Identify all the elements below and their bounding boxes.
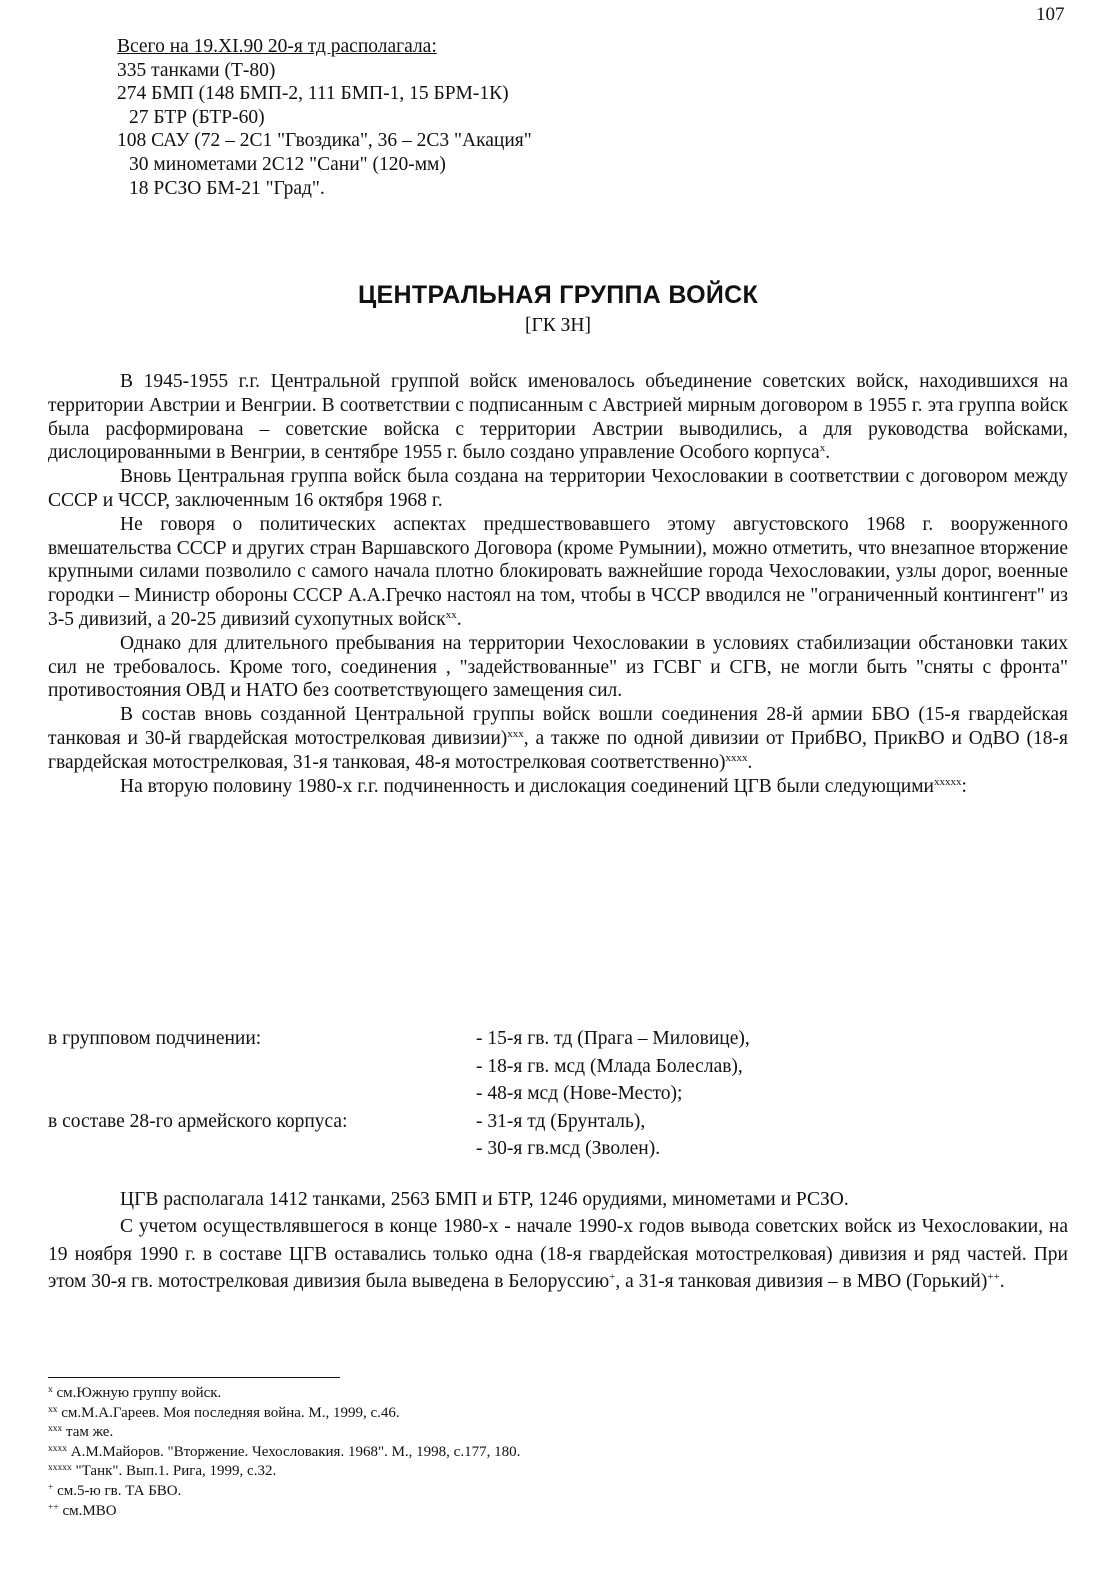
table-row [48,1025,1068,1053]
paragraph-text: С учетом осуществлявшегося в конце 1980-х - начале 1990-х годов вывода советских войск из Чехословакии, на 19 ноября 1990 г. в составе ЦГВ оставались только одна (18-я гвардейская мотострелковая) дивизия и ряд частей. При этом 30-я гв. мотострелковая дивизия была выведена в Белоруссию [48,1216,1068,1292]
footnote-ref: xxxx [725,751,748,764]
unit-entry: - 31-я тд (Брунталь), [476,1110,646,1132]
section-title: ЦЕНТРАЛЬНАЯ ГРУППА ВОЙСК [358,281,758,309]
inventory-line: 27 БТР (БТР-60) [129,106,265,128]
inventory-line: 30 минометами 2С12 "Сани" (120-мм) [129,153,446,175]
table-row [48,1135,1068,1163]
table-row [48,1080,1068,1108]
footnote-ref: xx [445,608,457,621]
paragraph-text: На вторую половину 1980-х г.г. подчиненность и дислокация соединений ЦГВ были следующими [120,775,934,797]
footnote-ref: xxx [507,727,524,740]
footnote-text: А.М.Майоров. "Вторжение. Чехословакия. 1968". М., 1998, с.177, 180. [67,1443,521,1460]
inventory-heading: Всего на 19.XI.90 20-я тд располагала: [117,36,437,57]
footnote-mark: x [48,1385,53,1395]
paragraph [48,370,1068,465]
section-subtitle: [ГК ЗН] [525,315,591,336]
group-label [48,1080,476,1108]
unit-entry: - 18-я гв. мсд (Млада Болеслав), [476,1055,743,1077]
group-label [48,1053,476,1081]
footnote-mark: xx [48,1404,58,1415]
unit-entry: - 30-я гв.мсд (Зволен). [476,1138,661,1159]
group-label: в составе 28-го армейского корпуса: [48,1110,348,1132]
inventory-line: 335 танками (Т-80) [117,59,276,81]
paragraph [48,1186,1068,1213]
footnote-mark: ++ [48,1502,59,1513]
summary-text [48,1186,1068,1295]
body-text [48,370,1068,798]
subordination-table [48,1025,1068,1163]
paragraph [48,465,1068,513]
footnote-mark: xxxx [48,1443,67,1454]
footnote-ref: ++ [987,1270,1000,1283]
paragraph [48,513,1068,632]
table-row [48,1053,1068,1081]
footnote-ref: x [819,442,826,455]
paragraph-text: . [456,608,462,630]
paragraph-text: . [825,442,831,464]
paragraph-text: . [747,751,753,773]
footnote [48,1423,520,1443]
inventory-line: 18 РСЗО БМ-21 "Град". [129,177,325,199]
paragraph-text: , а также по одной дивизии от ПрибВО, ПрикВО и ОдВО (18-я гвардейская мотострелковая, 31-я танковая, 48-я мотострелковая соответственно) [48,727,1068,773]
paragraph-text: В 1945-1955 г.г. Центральной группой войск именовалось объединение советских войск, находившихся на территории Австрии и Венгрии. В соответствии с подписанным с Австрией мирным договором в 1955 г. эта группа войск была расформирована – советские войска с территории Австрии выводились, а для руководства войсками, дислоцированными в Венгрии, в сентябре 1955 г. было создано управление Особого корпуса [48,371,1068,464]
page-number: 107 [1036,4,1065,25]
footnote [48,1404,520,1424]
unit-entry: - 15-я гв. тд (Прага – Миловице), [476,1028,750,1049]
paragraph-text: В состав вновь созданной Центральной группы войск вошли соединения 28-й армии БВО (15-я гвардейская танковая и 30-й гвардейская мотострелковая дивизии) [48,704,1068,749]
footnote-text: см.5-ю гв. ТА БВО. [53,1482,182,1499]
unit-entry: - 48-я мсд (Нове-Место); [476,1083,683,1104]
footnote-text: "Танк". Вып.1. Рига, 1999, с.32. [71,1463,277,1480]
paragraph [48,775,1068,799]
inventory-line: 274 БМП (148 БМП-2, 111 БМП-1, 15 БРМ-1К) [117,83,509,105]
paragraph [48,1213,1068,1295]
footnote-mark: xxx [48,1424,63,1435]
inventory-block [117,35,532,200]
inventory-line: 108 САУ (72 – 2С1 "Гвоздика", 36 – 2С3 "Акация" [117,130,532,152]
footnote-mark: + [48,1482,54,1493]
paragraph-text: Вновь Центральная группа войск была создана на территории Чехословакии в соответствии с договором между СССР и ЧССР, заключенным 16 октября 1968 г. [48,466,1068,511]
paragraph-text: ЦГВ располагала 1412 танками, 2563 БМП и БТР, 1246 орудиями, минометами и РСЗО. [120,1189,849,1210]
footnote-ref: + [609,1270,616,1283]
paragraph-text: Не говоря о политических аспектах предшествовавшего этому августовского 1968 г. вооруженного вмешательства СССР и других стран Варшавского Договора (кроме Румынии), можно отметить, что внезапное вторжение крупными силами позволило с самого начала плотно блокировать важнейшие города Чехословакии, узлы дорог, военные городки – Министр обороны СССР А.А.Гречко настоял на том, чтобы в ЧССР вводился не "ограниченный контингент" из 3-5 дивизий, а 20-25 дивизий сухопутных войск [48,513,1068,630]
footnote-text: см.МВО [58,1502,117,1519]
paragraph-text: Однако для длительного пребывания на территории Чехословакии в условиях стабилизации обстановки таких сил не требовалось. Кроме того, соединения , "задействованные" из ГСВГ и СГВ, не могли быть "сняты с фронта" противостояния ОВД и НАТО без соответствующего замещения сил. [48,632,1068,702]
footnote-text: см.Южную группу войск. [52,1385,222,1401]
paragraph-text: , а 31-я танковая дивизия – в МВО (Горький) [615,1270,988,1292]
footnote [48,1443,520,1463]
table-row [48,1108,1068,1136]
footnotes [48,1384,520,1521]
footnote-separator [48,1377,340,1378]
footnote-text: см.М.А.Гареев. Моя последняя война. М., 1999, с.46. [57,1404,400,1421]
group-label: в групповом подчинении: [48,1028,262,1049]
footnote [48,1384,520,1404]
paragraph [48,632,1068,703]
footnote-ref: xxxxx [934,775,962,788]
paragraph [48,703,1068,774]
footnote [48,1502,520,1522]
footnote-mark: xxxxx [48,1463,72,1474]
group-label [48,1135,476,1163]
paragraph-text: . [999,1270,1005,1292]
footnote-text: там же. [62,1424,114,1441]
footnote [48,1462,520,1482]
paragraph-text: : [961,775,967,797]
footnote [48,1482,520,1502]
